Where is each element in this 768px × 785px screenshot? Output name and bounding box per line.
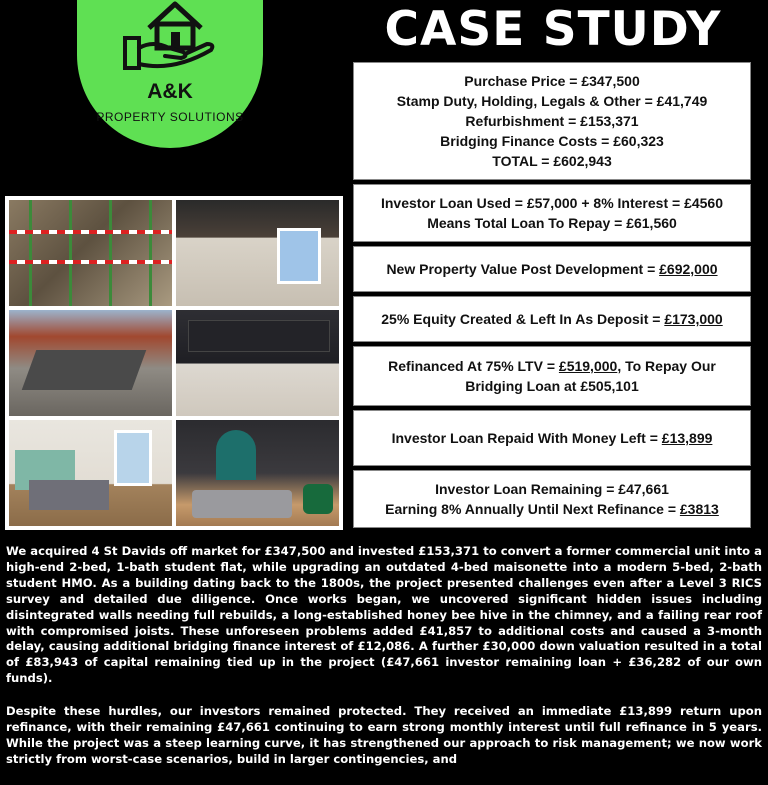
paragraph: We acquired 4 St Davids off market for £347,500 and invested £153,371 to convert a former commercial unit into a high-end 2-bed, 1-bath student flat, while upgrading an outdated 4-bed maisonette into a modern 5-bed, 2-bath student HMO. As a building dating back to the 1800s, the project presented challenges even after a Level 3 RICS survey and detailed due diligence. Once works began, we uncovered significant hidden issues including disintegrated walls needing full rebuilds, a long-established honey bee hive in the chimney, and a failing rear roof with compromised joists. These unforeseen problems added £41,857 to additional costs and caused a 3-month delay, causing additional bridging finance interest of £12,086. A further £30,000 down valuation resulted in a total of £83,943 of capital remaining tied up in the project (£47,661 investor remaining loan + £36,282 of our own funds). xyxy=(6,544,762,686)
refinance-amount: £519,000 xyxy=(558,358,618,374)
refinance-pre: Refinanced At 75% LTV = xyxy=(388,358,559,374)
property-value-box xyxy=(353,246,751,292)
equity-label: 25% Equity Created & Left In As Deposit = xyxy=(381,311,665,327)
loan-to-repay: Means Total Loan To Repay = £61,560 xyxy=(427,215,677,231)
case-study-description xyxy=(6,544,762,785)
purchase-price: Purchase Price = £347,500 xyxy=(464,73,640,89)
logo-tagline: PROPERTY SOLUTIONS xyxy=(96,110,244,124)
equity-box xyxy=(353,296,751,342)
house-in-hand-icon xyxy=(123,0,217,78)
refinance-box xyxy=(353,346,751,406)
refurbishment: Refurbishment = £153,371 xyxy=(465,113,639,129)
stamp-duty: Stamp Duty, Holding, Legals & Other = £41,749 xyxy=(396,93,708,109)
photo-stripped-interior xyxy=(9,200,172,306)
property-value-label: New Property Value Post Development = xyxy=(386,261,660,277)
loan-remaining-box xyxy=(353,470,751,528)
equity-amount: £173,000 xyxy=(664,311,723,327)
page-title: CASE STUDY xyxy=(384,2,722,57)
property-value-amount: £692,000 xyxy=(659,261,718,277)
photo-living-room xyxy=(176,420,339,526)
annual-earning-amount: £3813 xyxy=(679,501,719,517)
paragraph: Despite these hurdles, our investors remained protected. They received an immediate £13,899 return upon refinance, with their remaining £47,661 continuing to earn strong monthly interest until full refinance in 5 years. While the project was a steep learning curve, it has strengthened our approach to risk management; we now work strictly from worst-case scenarios, build in larger contingencies, and xyxy=(6,704,762,766)
repaid-amount: £13,899 xyxy=(661,430,713,446)
photo-bedroom xyxy=(9,420,172,526)
loan-used: Investor Loan Used = £57,000 + 8% Interest = £4560 xyxy=(380,195,723,211)
photo-grid xyxy=(5,196,343,530)
photo-new-kitchen xyxy=(176,310,339,416)
annual-earning-label: Earning 8% Annually Until Next Refinance = xyxy=(385,501,680,517)
company-logo xyxy=(77,0,263,148)
loan-repaid-box xyxy=(353,410,751,466)
total-cost: TOTAL = £602,943 xyxy=(492,153,612,169)
repaid-label: Investor Loan Repaid With Money Left = xyxy=(391,430,662,446)
logo-brand: A&K xyxy=(147,80,193,103)
refinance-post: , To Repay Our Bridging Loan at £505,101 xyxy=(465,358,716,394)
photo-gutted-room xyxy=(176,200,339,306)
cost-breakdown-box xyxy=(353,62,751,180)
bridging-costs: Bridging Finance Costs = £60,323 xyxy=(440,133,664,149)
loan-remaining: Investor Loan Remaining = £47,661 xyxy=(435,481,669,497)
photo-roof-works xyxy=(9,310,172,416)
investor-loan-box xyxy=(353,184,751,242)
